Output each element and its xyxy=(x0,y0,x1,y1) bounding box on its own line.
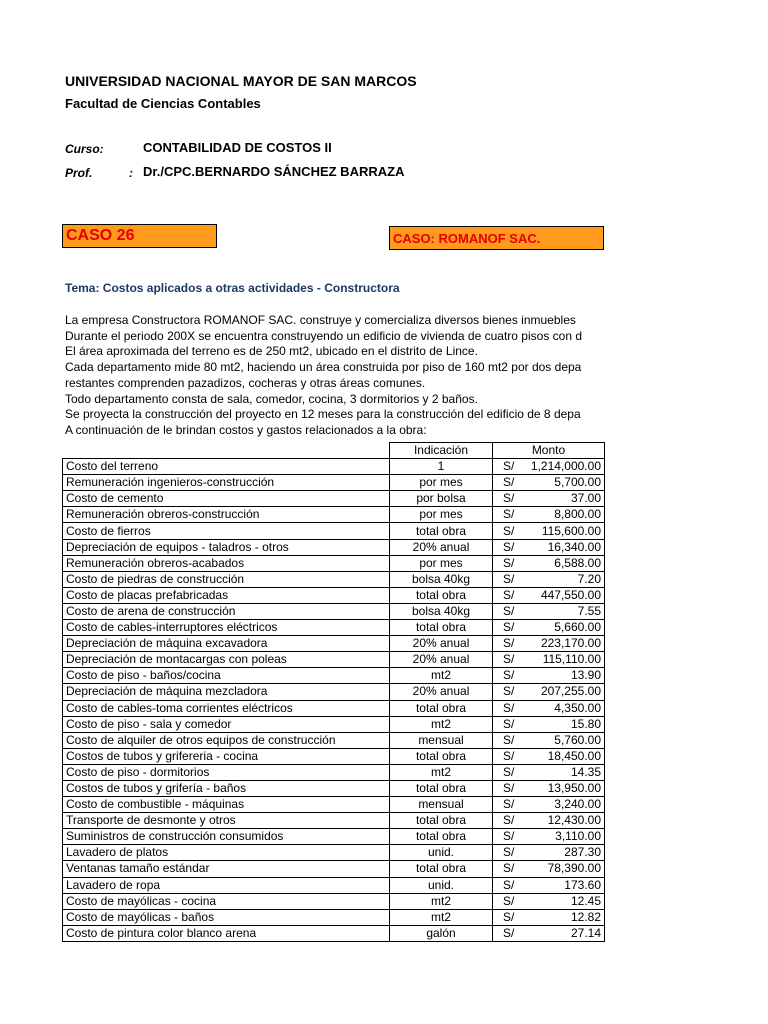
indication-cell: unid. xyxy=(390,845,493,861)
indication-cell: mt2 xyxy=(390,668,493,684)
currency-cell: S/ xyxy=(493,539,523,555)
amount-cell: 37.00 xyxy=(523,491,605,507)
header-empty-cell xyxy=(63,443,390,459)
currency-cell: S/ xyxy=(493,700,523,716)
indication-cell: bolsa 40kg xyxy=(390,571,493,587)
currency-cell: S/ xyxy=(493,813,523,829)
table-row xyxy=(63,861,605,877)
table-row xyxy=(63,652,605,668)
concept-cell: Remuneración obreros-acabados xyxy=(63,555,390,571)
currency-cell: S/ xyxy=(493,523,523,539)
paragraph-line: Todo departamento consta de sala, comedor, cocina, 3 dormitorios y 2 baños. xyxy=(65,391,478,406)
amount-cell: 7.20 xyxy=(523,571,605,587)
costs-table xyxy=(62,442,605,942)
currency-cell: S/ xyxy=(493,764,523,780)
table-row xyxy=(63,523,605,539)
concept-cell: Transporte de desmonte y otros xyxy=(63,813,390,829)
currency-cell: S/ xyxy=(493,459,523,475)
amount-cell: 1,214,000.00 xyxy=(523,459,605,475)
table-row xyxy=(63,636,605,652)
tema-heading: Tema: Costos aplicados a otras actividades - Constructora xyxy=(65,281,400,295)
amount-cell: 115,110.00 xyxy=(523,652,605,668)
amount-cell: 15.80 xyxy=(523,716,605,732)
table-row xyxy=(63,829,605,845)
concept-cell: Costo de piso - sala y comedor xyxy=(63,716,390,732)
table-row xyxy=(63,700,605,716)
currency-cell: S/ xyxy=(493,893,523,909)
concept-cell: Costo del terreno xyxy=(63,459,390,475)
table-row xyxy=(63,748,605,764)
amount-cell: 18,450.00 xyxy=(523,748,605,764)
table-header-row xyxy=(63,443,605,459)
amount-cell: 5,660.00 xyxy=(523,620,605,636)
currency-cell: S/ xyxy=(493,684,523,700)
concept-cell: Costo de mayólicas - cocina xyxy=(63,893,390,909)
concept-cell: Costo de mayólicas - baños xyxy=(63,909,390,925)
table-row xyxy=(63,571,605,587)
amount-cell: 5,760.00 xyxy=(523,732,605,748)
indication-cell: mensual xyxy=(390,797,493,813)
currency-cell: S/ xyxy=(493,845,523,861)
concept-cell: Lavadero de ropa xyxy=(63,877,390,893)
paragraph-line: La empresa Constructora ROMANOF SAC. construye y comercializa diversos bienes inmuebles xyxy=(65,313,576,327)
concept-cell: Costos de tubos y grifería - baños xyxy=(63,780,390,796)
case-name-box: CASO: ROMANOF SAC. xyxy=(389,226,604,250)
table-row xyxy=(63,684,605,700)
amount-cell: 173.60 xyxy=(523,877,605,893)
amount-cell: 3,110.00 xyxy=(523,829,605,845)
currency-cell: S/ xyxy=(493,732,523,748)
paragraph-line: Se proyecta la construcción del proyecto en 12 meses para la construcción del edificio de 8 depa xyxy=(65,407,581,422)
concept-cell: Costos de tubos y grifereria - cocina xyxy=(63,748,390,764)
amount-cell: 4,350.00 xyxy=(523,700,605,716)
concept-cell: Costo de piso - dormitorios xyxy=(63,764,390,780)
amount-cell: 5,700.00 xyxy=(523,475,605,491)
paragraph-line: A continuación de le brindan costos y gastos relacionados a la obra: xyxy=(65,422,427,437)
currency-cell: S/ xyxy=(493,587,523,603)
header-indication: Indicación xyxy=(390,443,493,459)
indication-cell: galón xyxy=(390,925,493,941)
currency-cell: S/ xyxy=(493,491,523,507)
case-number-box: CASO 26 xyxy=(62,224,217,248)
currency-cell: S/ xyxy=(493,620,523,636)
table-row xyxy=(63,668,605,684)
indication-cell: mt2 xyxy=(390,909,493,925)
indication-cell: 20% anual xyxy=(390,636,493,652)
table-row xyxy=(63,475,605,491)
amount-cell: 447,550.00 xyxy=(523,587,605,603)
concept-cell: Lavadero de platos xyxy=(63,845,390,861)
indication-cell: mensual xyxy=(390,732,493,748)
concept-cell: Costo de cables-interruptores eléctricos xyxy=(63,620,390,636)
table-row xyxy=(63,507,605,523)
currency-cell: S/ xyxy=(493,780,523,796)
table-row xyxy=(63,764,605,780)
currency-cell: S/ xyxy=(493,636,523,652)
indication-cell: bolsa 40kg xyxy=(390,603,493,619)
indication-cell: total obra xyxy=(390,748,493,764)
currency-cell: S/ xyxy=(493,652,523,668)
faculty-name: Facultad de Ciencias Contables xyxy=(65,96,261,111)
indication-cell: total obra xyxy=(390,813,493,829)
concept-cell: Costo de arena de construcción xyxy=(63,603,390,619)
indication-cell: 20% anual xyxy=(390,652,493,668)
amount-cell: 7.55 xyxy=(523,603,605,619)
table-row xyxy=(63,813,605,829)
indication-cell: mt2 xyxy=(390,716,493,732)
course-label: Curso: xyxy=(65,142,104,156)
concept-cell: Remuneración obreros-construcción xyxy=(63,507,390,523)
course-value: CONTABILIDAD DE COSTOS II xyxy=(143,140,332,155)
currency-cell: S/ xyxy=(493,748,523,764)
amount-cell: 223,170.00 xyxy=(523,636,605,652)
indication-cell: mt2 xyxy=(390,893,493,909)
university-name: UNIVERSIDAD NACIONAL MAYOR DE SAN MARCOS xyxy=(65,73,417,89)
amount-cell: 115,600.00 xyxy=(523,523,605,539)
indication-cell: mt2 xyxy=(390,764,493,780)
indication-cell: total obra xyxy=(390,523,493,539)
indication-cell: unid. xyxy=(390,877,493,893)
table-row xyxy=(63,909,605,925)
indication-cell: total obra xyxy=(390,829,493,845)
amount-cell: 14.35 xyxy=(523,764,605,780)
concept-cell: Depreciación de equipos - taladros - otros xyxy=(63,539,390,555)
currency-cell: S/ xyxy=(493,475,523,491)
amount-cell: 12.82 xyxy=(523,909,605,925)
case-description xyxy=(65,313,604,439)
amount-cell: 16,340.00 xyxy=(523,539,605,555)
indication-cell: total obra xyxy=(390,700,493,716)
indication-cell: total obra xyxy=(390,861,493,877)
concept-cell: Costo de cemento xyxy=(63,491,390,507)
currency-cell: S/ xyxy=(493,603,523,619)
amount-cell: 78,390.00 xyxy=(523,861,605,877)
table-row xyxy=(63,780,605,796)
indication-cell: total obra xyxy=(390,587,493,603)
concept-cell: Costo de combustible - máquinas xyxy=(63,797,390,813)
currency-cell: S/ xyxy=(493,925,523,941)
indication-cell: por bolsa xyxy=(390,491,493,507)
amount-cell: 12,430.00 xyxy=(523,813,605,829)
currency-cell: S/ xyxy=(493,507,523,523)
prof-colon: : xyxy=(129,166,133,180)
amount-cell: 12.45 xyxy=(523,893,605,909)
table-row xyxy=(63,877,605,893)
concept-cell: Costo de piso - baños/cocina xyxy=(63,668,390,684)
paragraph-line: restantes comprenden pazadizos, cocheras y otras áreas comunes. xyxy=(65,375,426,390)
amount-cell: 13.90 xyxy=(523,668,605,684)
paragraph-line: Cada departamento mide 80 mt2, haciendo un área construida por piso de 160 mt2 por dos depa xyxy=(65,360,582,375)
table-row xyxy=(63,587,605,603)
concept-cell: Costo de cables-toma corrientes eléctricos xyxy=(63,700,390,716)
amount-cell: 27.14 xyxy=(523,925,605,941)
table-row xyxy=(63,459,605,475)
amount-cell: 8,800.00 xyxy=(523,507,605,523)
table-row xyxy=(63,732,605,748)
amount-cell: 287.30 xyxy=(523,845,605,861)
table-row xyxy=(63,893,605,909)
indication-cell: 20% anual xyxy=(390,684,493,700)
table-row xyxy=(63,491,605,507)
table-row xyxy=(63,555,605,571)
concept-cell: Depreciación de máquina excavadora xyxy=(63,636,390,652)
indication-cell: 20% anual xyxy=(390,539,493,555)
currency-cell: S/ xyxy=(493,668,523,684)
currency-cell: S/ xyxy=(493,829,523,845)
prof-value: Dr./CPC.BERNARDO SÁNCHEZ BARRAZA xyxy=(143,164,405,179)
currency-cell: S/ xyxy=(493,909,523,925)
amount-cell: 3,240.00 xyxy=(523,797,605,813)
concept-cell: Depreciación de máquina mezcladora xyxy=(63,684,390,700)
indication-cell: 1 xyxy=(390,459,493,475)
concept-cell: Costo de pintura color blanco arena xyxy=(63,925,390,941)
paragraph-line: El área aproximada del terreno es de 250 mt2, ubicado en el distrito de Lince. xyxy=(65,344,478,359)
amount-cell: 13,950.00 xyxy=(523,780,605,796)
indication-cell: por mes xyxy=(390,507,493,523)
table-row xyxy=(63,716,605,732)
currency-cell: S/ xyxy=(493,797,523,813)
indication-cell: total obra xyxy=(390,780,493,796)
table-row xyxy=(63,603,605,619)
currency-cell: S/ xyxy=(493,716,523,732)
table-row xyxy=(63,539,605,555)
header-amount: Monto xyxy=(493,443,605,459)
concept-cell: Remuneración ingenieros-construcción xyxy=(63,475,390,491)
concept-cell: Costo de piedras de construcción xyxy=(63,571,390,587)
concept-cell: Costo de alquiler de otros equipos de construcción xyxy=(63,732,390,748)
table-row xyxy=(63,845,605,861)
concept-cell: Costo de fierros xyxy=(63,523,390,539)
concept-cell: Suministros de construcción consumidos xyxy=(63,829,390,845)
table-row xyxy=(63,797,605,813)
currency-cell: S/ xyxy=(493,861,523,877)
concept-cell: Ventanas tamaño estándar xyxy=(63,861,390,877)
amount-cell: 207,255.00 xyxy=(523,684,605,700)
prof-label: Prof. xyxy=(65,166,93,180)
indication-cell: por mes xyxy=(390,555,493,571)
concept-cell: Costo de placas prefabricadas xyxy=(63,587,390,603)
table-row xyxy=(63,925,605,941)
paragraph-line: Durante el periodo 200X se encuentra construyendo un edificio de vivienda de cuatro pisos con d xyxy=(65,328,583,343)
indication-cell: por mes xyxy=(390,475,493,491)
table-row xyxy=(63,620,605,636)
currency-cell: S/ xyxy=(493,877,523,893)
indication-cell: total obra xyxy=(390,620,493,636)
amount-cell: 6,588.00 xyxy=(523,555,605,571)
currency-cell: S/ xyxy=(493,571,523,587)
currency-cell: S/ xyxy=(493,555,523,571)
concept-cell: Depreciación de montacargas con poleas xyxy=(63,652,390,668)
